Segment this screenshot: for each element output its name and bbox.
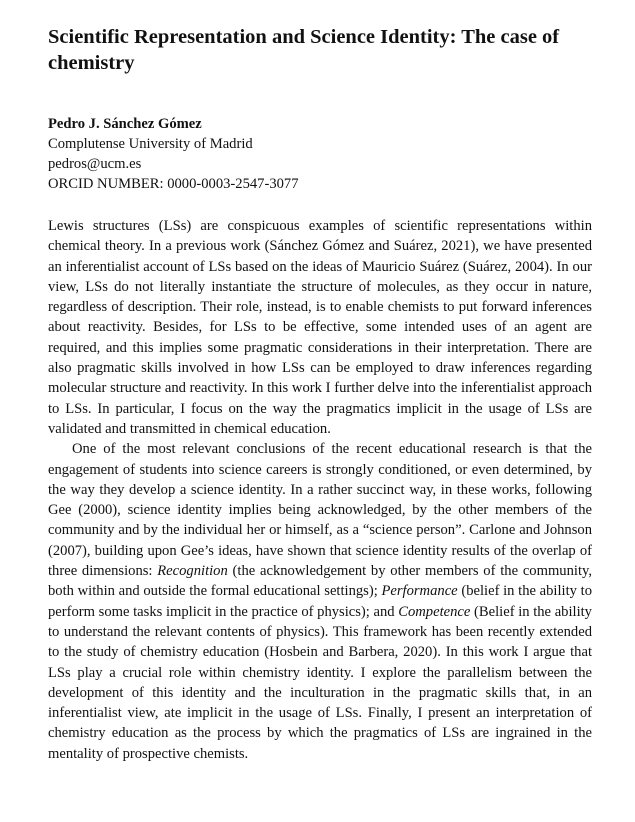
paragraph-2-part-3: (belief in the ability to perform some tasks implicit in the practice of physics); and <box>48 583 592 620</box>
author-orcid: ORCID NUMBER: 0000-0003-2547-3077 <box>48 176 299 192</box>
author-block <box>48 114 592 194</box>
author-name: Pedro J. Sánchez Gómez <box>48 116 202 132</box>
paragraph-2-part-1: One of the most relevant conclusions of the recent educational research is that the engagement of students into science careers is strongly conditioned, or even determined, by the way they develop a science identity. In a rather succinct way, in these works, following Gee (2000), science identity implies being acknowledged, by the other members of the community and by the individual her or himself, as a “science person”. Carlone and Johnson (2007), building upon Gee’s ideas, have shown that science identity results of the overlap of three dimensions: <box>48 441 592 580</box>
paper-title: Scientific Representation and Science Identity: The case of chemistry <box>48 26 560 74</box>
term-competence: Competence <box>398 603 471 620</box>
paragraph-2-part-2: (the acknowledgement by other members of the community, both within and outside the formal educational settings); <box>48 563 592 600</box>
abstract-body <box>48 216 592 764</box>
term-recognition: Recognition <box>157 563 228 580</box>
paragraph-2 <box>48 439 592 764</box>
author-email: pedros@ucm.es <box>48 156 142 172</box>
paragraph-2-part-4: (Belief in the ability to understand the relevant contents of physics). This framework has been recently extended to the study of chemistry education (Hosbein and Barbera, 2020). In this work I argue that LSs play a crucial role within chemistry identity. I explore the parallelism between the development of this identity and the inculturation in the pragmatic skills that, in an inferentialist view, ate implicit in the usage of LSs. Finally, I present an interpretation of chemistry education as the process by which the pragmatics of LSs are ingrained in the mentality of prospective chemists. <box>48 603 592 762</box>
author-affiliation: Complutense University of Madrid <box>48 136 253 152</box>
paper-page <box>48 24 592 764</box>
paragraph-1: Lewis structures (LSs) are conspicuous examples of scientific representations within chemical theory. In a previous work (Sánchez Gómez and Suárez, 2021), we have presented an inferentialist account of LSs based on the ideas of Mauricio Suárez (Suárez, 2004). In our view, LSs do not literally instantiate the structure of molecules, as they occur in nature, regardless of description. Their role, instead, is to enable chemists to put forward inferences about reactivity. Besides, for LSs to be effective, some intended uses of an agent are required, and this implies some pragmatic considerations in their interpretation. There are also pragmatic skills involved in how LSs can be employed to draw inferences regarding molecular structure and reactivity. In this work I further delve into the inferentialist approach to LSs. In particular, I focus on the way the pragmatics implicit in the usage of LSs are validated and transmitted in chemical education. <box>48 218 592 437</box>
term-performance: Performance <box>381 583 458 600</box>
